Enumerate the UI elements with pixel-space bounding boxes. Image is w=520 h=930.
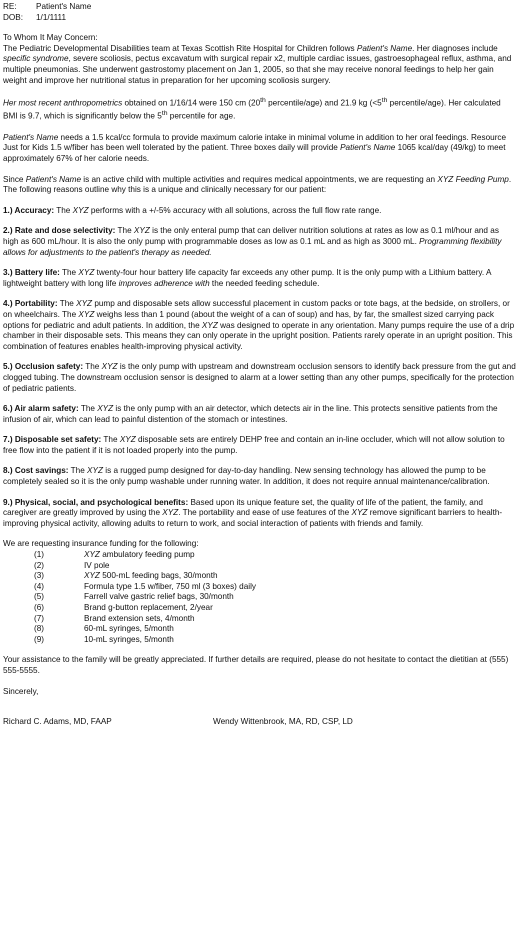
syndrome: specific syndrome (3, 54, 69, 64)
intro-paragraph-2: Her most recent anthropometrics obtained on 1/16/14 were 150 cm (20th percentile/age) and 21.9 kg (<5th percentile/age). Her calculated BMI is 9.7, which is significantly below the 5th percentile for age. (3, 97, 501, 122)
reason-benefits: 9.) Physical, social, and psychological benefits: Based upon its unique feature set, the quality of life of the patient, the family, and caregiver are greatly improved by using the XYZ. The portability and ease of use features of the XYZ remove significant barriers to health-improving physical activity, allowing adults to return to work, and social interaction of patients with friends and family. (3, 497, 503, 528)
intro-paragraph-4: Since Patient's Name is an active child with multiple activities and requires medical appointments, we are requesting an XYZ Feeding Pump. The following reasons outline why this is a unique and clinically necessary for our patient: (3, 174, 512, 195)
reason-battery: 3.) Battery life: The XYZ twenty-four hour battery life capacity far exceeds any other pump. It is the only pump with a Lithium battery. A lightweight battery with long life improves adherence with the needed feeding schedule. (3, 268, 492, 288)
request-intro: We are requesting insurance funding for the following: (3, 539, 199, 549)
signature-right: Wendy Wittenbrook, MA, RD, CSP, LD (213, 717, 353, 727)
intro-paragraph-3: Patient's Name needs a 1.5 kcal/cc formula to provide maximum calorie intake in minimal volume in addition to her oral feedings. Resource Just for Kids 1.5 w/fiber has been well tolerated by the patient. Three boxes daily will provide Patient's Name 1065 kcal/day (49/kg) to meet approximately 67% of her calorie needs. (3, 132, 507, 163)
dob-value: 1/1/1111 (36, 12, 67, 22)
signature-block (3, 717, 516, 728)
salutation: To Whom It May Concern: (3, 33, 98, 43)
list-item: (1) XYZ ambulatory feeding pump (34, 550, 195, 560)
reason-rate-dose: 2.) Rate and dose selectivity: The XYZ is the only enteral pump that can deliver nutrition solutions at rates as low as 0.1 ml/hour and as high as 600 mL/hour. It is also the only pump with programmable doses as low as 0.1 mL and as high as 3000 mL. Programming flexibility allows for adjustments to the patient's therapy as needed. (3, 226, 502, 257)
signature-left: Richard C. Adams, MD, FAAP (3, 717, 112, 727)
re-line (3, 2, 516, 13)
list-item: (8) 60-mL syringes, 5/month (34, 624, 174, 634)
reason-portability: 4.) Portability: The XYZ pump and disposable sets allow successful placement in custom packs or tote bags, at the bedside, on strollers, or on wheelchairs. The XYZ weighs less than 1 pound (about the weight of a can of soup) and has, by far, the smallest sized carrying pack options for pediatric and adult patients. In addition, the XYZ was designed to operate in any orientation. Many pumps require the use of a drip chamber in their disposable sets. This means they can only operate in the upright position. Patients rarely operate in an upright position. This combination of features enables health-improving physical activity. (3, 299, 515, 351)
intro-paragraph-1: The Pediatric Developmental Disabilities team at Texas Scottish Rite Hospital for Children follows Patient's Name. Her diagnoses include specific syndrome, severe scoliosis, pectus excavatum with surgical repair x2, multiple cardiac issues, gastroesophageal reflux, asthma, and multiple pneumonias. She underwent gastrostomy placement on Jan 1, 2005, so that she may receive nonoral feedings to help her gain weight and improve her nutritional status in preparation for her upcoming scoliosis surgery. (3, 43, 512, 85)
dob-line (3, 13, 516, 24)
reason-accuracy: 1.) Accuracy: The XYZ performs with a +/-5% accuracy with all solutions, across the full flow rate range. (3, 205, 382, 215)
re-label: RE: (3, 2, 17, 11)
list-item: (7) Brand extension sets, 4/month (34, 613, 195, 623)
list-item: (2) IV pole (34, 560, 110, 570)
reason-occlusion: 5.) Occlusion safety: The XYZ is the only pump with upstream and downstream occlusion sensors to identify back pressure from the gut and clogged tubing. The downstream occlusion sensor is designed to alarm at a lower setting than any other pumps, specifically for the protection of pediatric patients. (3, 362, 516, 393)
reason-cost: 8.) Cost savings: The XYZ is a rugged pump designed for day-to-day handling. New sensing technology has allowed the pump to be completely sealed so it is the only pump washable under running water. In addition, it does not require annual maintenance/calibration. (3, 466, 490, 487)
list-item: (9) 10-mL syringes, 5/month (34, 634, 174, 644)
closing-paragraph: Your assistance to the family will be greatly appreciated. If further details are required, please do not hesitate to contact the dietitian at (555) 555-5555. (3, 655, 509, 675)
list-item: (3) XYZ 500-mL feeding bags, 30/month (34, 571, 218, 581)
patient-name: Patient's Name (356, 43, 413, 53)
sign-off: Sincerely, (3, 686, 39, 696)
request-list (3, 550, 516, 645)
list-item: (6) Brand g-button replacement, 2/year (34, 603, 213, 612)
re-value: Patient's Name (36, 2, 92, 11)
dob-label: DOB: (3, 12, 24, 22)
reason-air-alarm: 6.) Air alarm safety: The XYZ is the only pump with an air detector, which detects air in the line. This protects sensitive patients from the infusion of air, which can lead to painful distention of the stomach or intestines. (3, 404, 498, 424)
reason-disposable-set: 7.) Disposable set safety: The XYZ disposable sets are entirely DEHP free and contain an in-line occluder, which will not allow solution to free flow into the patient if it is not loaded properly into the pump. (3, 435, 505, 455)
list-item: (5) Farrell valve gastric relief bags, 30/month (34, 592, 234, 602)
list-item: (4) Formula type 1.5 w/fiber, 750 ml (3 boxes) daily (34, 581, 257, 591)
